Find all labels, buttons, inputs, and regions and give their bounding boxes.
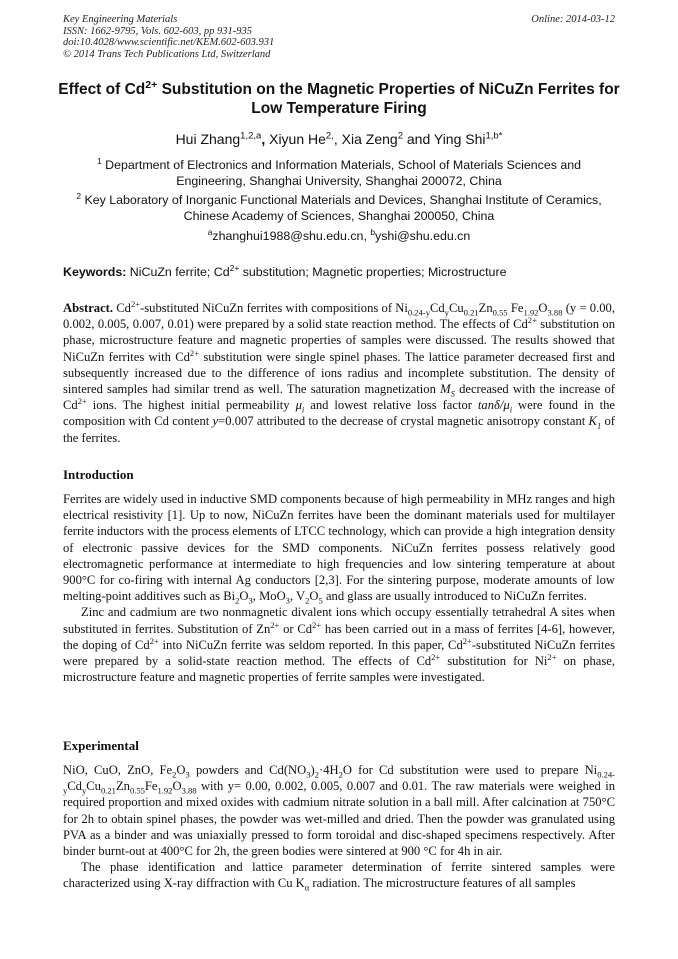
- copyright-line: © 2014 Trans Tech Publications Ltd, Switzerland: [63, 48, 271, 60]
- journal-header: [63, 14, 615, 60]
- abstract-label: Abstract.: [63, 301, 114, 315]
- paper-title: Effect of $Cd^{2+}$ Substitution on the Magnetic Properties of NiCuZn Ferrites for Low Temperature Firing: [58, 78, 620, 117]
- paragraph: NiO, CuO, ZnO, $Fe_2O_3$ powders and $Cd(NO_3)_2\cdot 4H_2O$ for Cd substitution were used to prepare $Ni_{0.24-y}Cd_yCu_{0.21}Zn_{0.55}Fe_{1.92}O_{3.88}$ with y= 0.00, 0.002, 0.005, 0.007 and 0.01. The raw materials were weighed in required proportion and mixed oxides with cadmium nitrate solution in a ball mill. After calcination at 750°C for 2h to obtain spinel phases, the powder was wet-milled and dried. Then the powder was granulated using PVA as a binder and was uniaxially pressed to form toroidal and disc-shaped specimens respectively. After binder burnt-out at 400°C for 2h, the green bodies were sintered at 900 °C for 4h in air.: [63, 763, 615, 859]
- author-name: Ying Shi: [433, 131, 486, 147]
- paragraph: The phase identification and lattice parameter determination of ferrite sintered samples were characterized using X-ray diffraction with Cu $K_\alpha$ radiation. The microstructure features of all samples: [63, 860, 615, 893]
- author-name: Xia Zeng: [341, 131, 398, 147]
- author-name: Xiyun He: [269, 131, 326, 147]
- email-link: yshi@shu.edu.cn: [375, 229, 471, 243]
- abstract: Abstract. $Cd^{2+}$-substituted NiCuZn ferrites with compositions of $Ni_{0.24-y}Cd_yCu_{0.21}Zn_{0.55}$ $Fe_{1.92}O_{3.88}$ (y = 0.00, 0.002, 0.005, 0.007, 0.01) were prepared by a solid state reaction method. The effects of $Cd^{2+}$ substitution on phase, microstructure feature and magnetic properties of samples were discussed. The results showed that NiCuZn ferrites with $Cd^{2+}$ substitution were single spinel phases. The lattice parameter decreased first and subsequently increased due to the difference of ions radius and incomplete substitution. The density of sintered samples had similar trend as well. The saturation magnetization $M_S$ decreased with the increase of $Cd^{2+}$ ions. The highest initial permeability $\mu_i$ and lowest relative loss factor tanδ/$\mu_i$ were found in the composition with Cd content y=0.007 attributed to the decrease of crystal magnetic anisotropy constant $K_1$ of the ferrites.: [63, 298, 615, 445]
- journal-name: Key Engineering Materials: [63, 14, 178, 25]
- section-heading: Experimental: [63, 738, 139, 753]
- paragraph: Ferrites are widely used in inductive SMD components because of high permeability in MHz ranges and high electrical resistivity [1]. Up to now, NiCuZn ferrites have been the dominant materials used for multilayer ferrite inductors with the process elements of LTCC technology, which can provide a high integration density of electronic passive devices for the SMD components. NiCuZn ferrites possess relatively good electromagnetic performance at intermediate to high frequencies and low sintering temperature at about 900°C for co-firing with internal Ag conductors [2,3]. For the sintering purpose, moderate amounts of low melting-point additives such as $Bi_2O_3$, MoO$_3$, $V_2O_5$ and glass are usually introduced to NiCuZn ferrites.: [63, 492, 615, 606]
- author-emails: $^a$zhanghui1988@shu.edu.cn, $^b$yshi@shu.edu.cn: [207, 226, 471, 243]
- author-name: Hui Zhang: [175, 131, 241, 147]
- keywords-label: Keywords:: [63, 265, 127, 279]
- section-heading: Introduction: [63, 467, 134, 482]
- online-date: Online: 2014-03-12: [531, 14, 615, 25]
- paragraph: Zinc and cadmium are two nonmagnetic divalent ions which occupy essentially tetrahedral A sites when substituted in ferrites. Substitution of $Zn^{2+}$ or $Cd^{2+}$ has been carried out in a mass of ferrites [4-6], however, the doping of $Cd^{2+}$ into NiCuZn ferrite was seldom reported. In this paper, $Cd^{2+}$-substituted NiCuZn ferrites were prepared by a solid-state reaction method. The effects of $Cd^{2+}$ substitution for $Ni^{2+}$ on phase, microstructure feature and magnetic properties of ferrite samples were investigated.: [63, 605, 616, 685]
- introduction-section: [63, 467, 615, 685]
- keywords: Keywords: NiCuZn ferrite; $Cd^{2+}$ substitution; Magnetic properties; Microstructure: [63, 262, 507, 279]
- affiliation-1: $^1$ Department of Electronics and Information Materials, School of Materials Sciences and Engineering, Shanghai University, Shanghai 200072, China: [96, 155, 582, 188]
- doi-line: doi:10.4028/www.scientific.net/KEM.602-603.931: [63, 37, 275, 48]
- issn-line: ISSN: 1662-9795, Vols. 602-603, pp 931-935: [63, 25, 252, 37]
- email-link: zhanghui1988@shu.edu.cn,: [212, 229, 371, 243]
- author-list: Hui Zhang$^{1,2,a}$, Xiyun $He^{2,}$, Xia Zeng$^2$ and Ying Shi$^{1,b*}$: [175, 130, 503, 147]
- experimental-section: [63, 738, 615, 892]
- affiliation-2: $^2$ Key Laboratory of Inorganic Functional Materials and Devices, Shanghai Institute of Ceramics, Chinese Academy of Sciences, Shanghai 200050, China: [76, 190, 602, 223]
